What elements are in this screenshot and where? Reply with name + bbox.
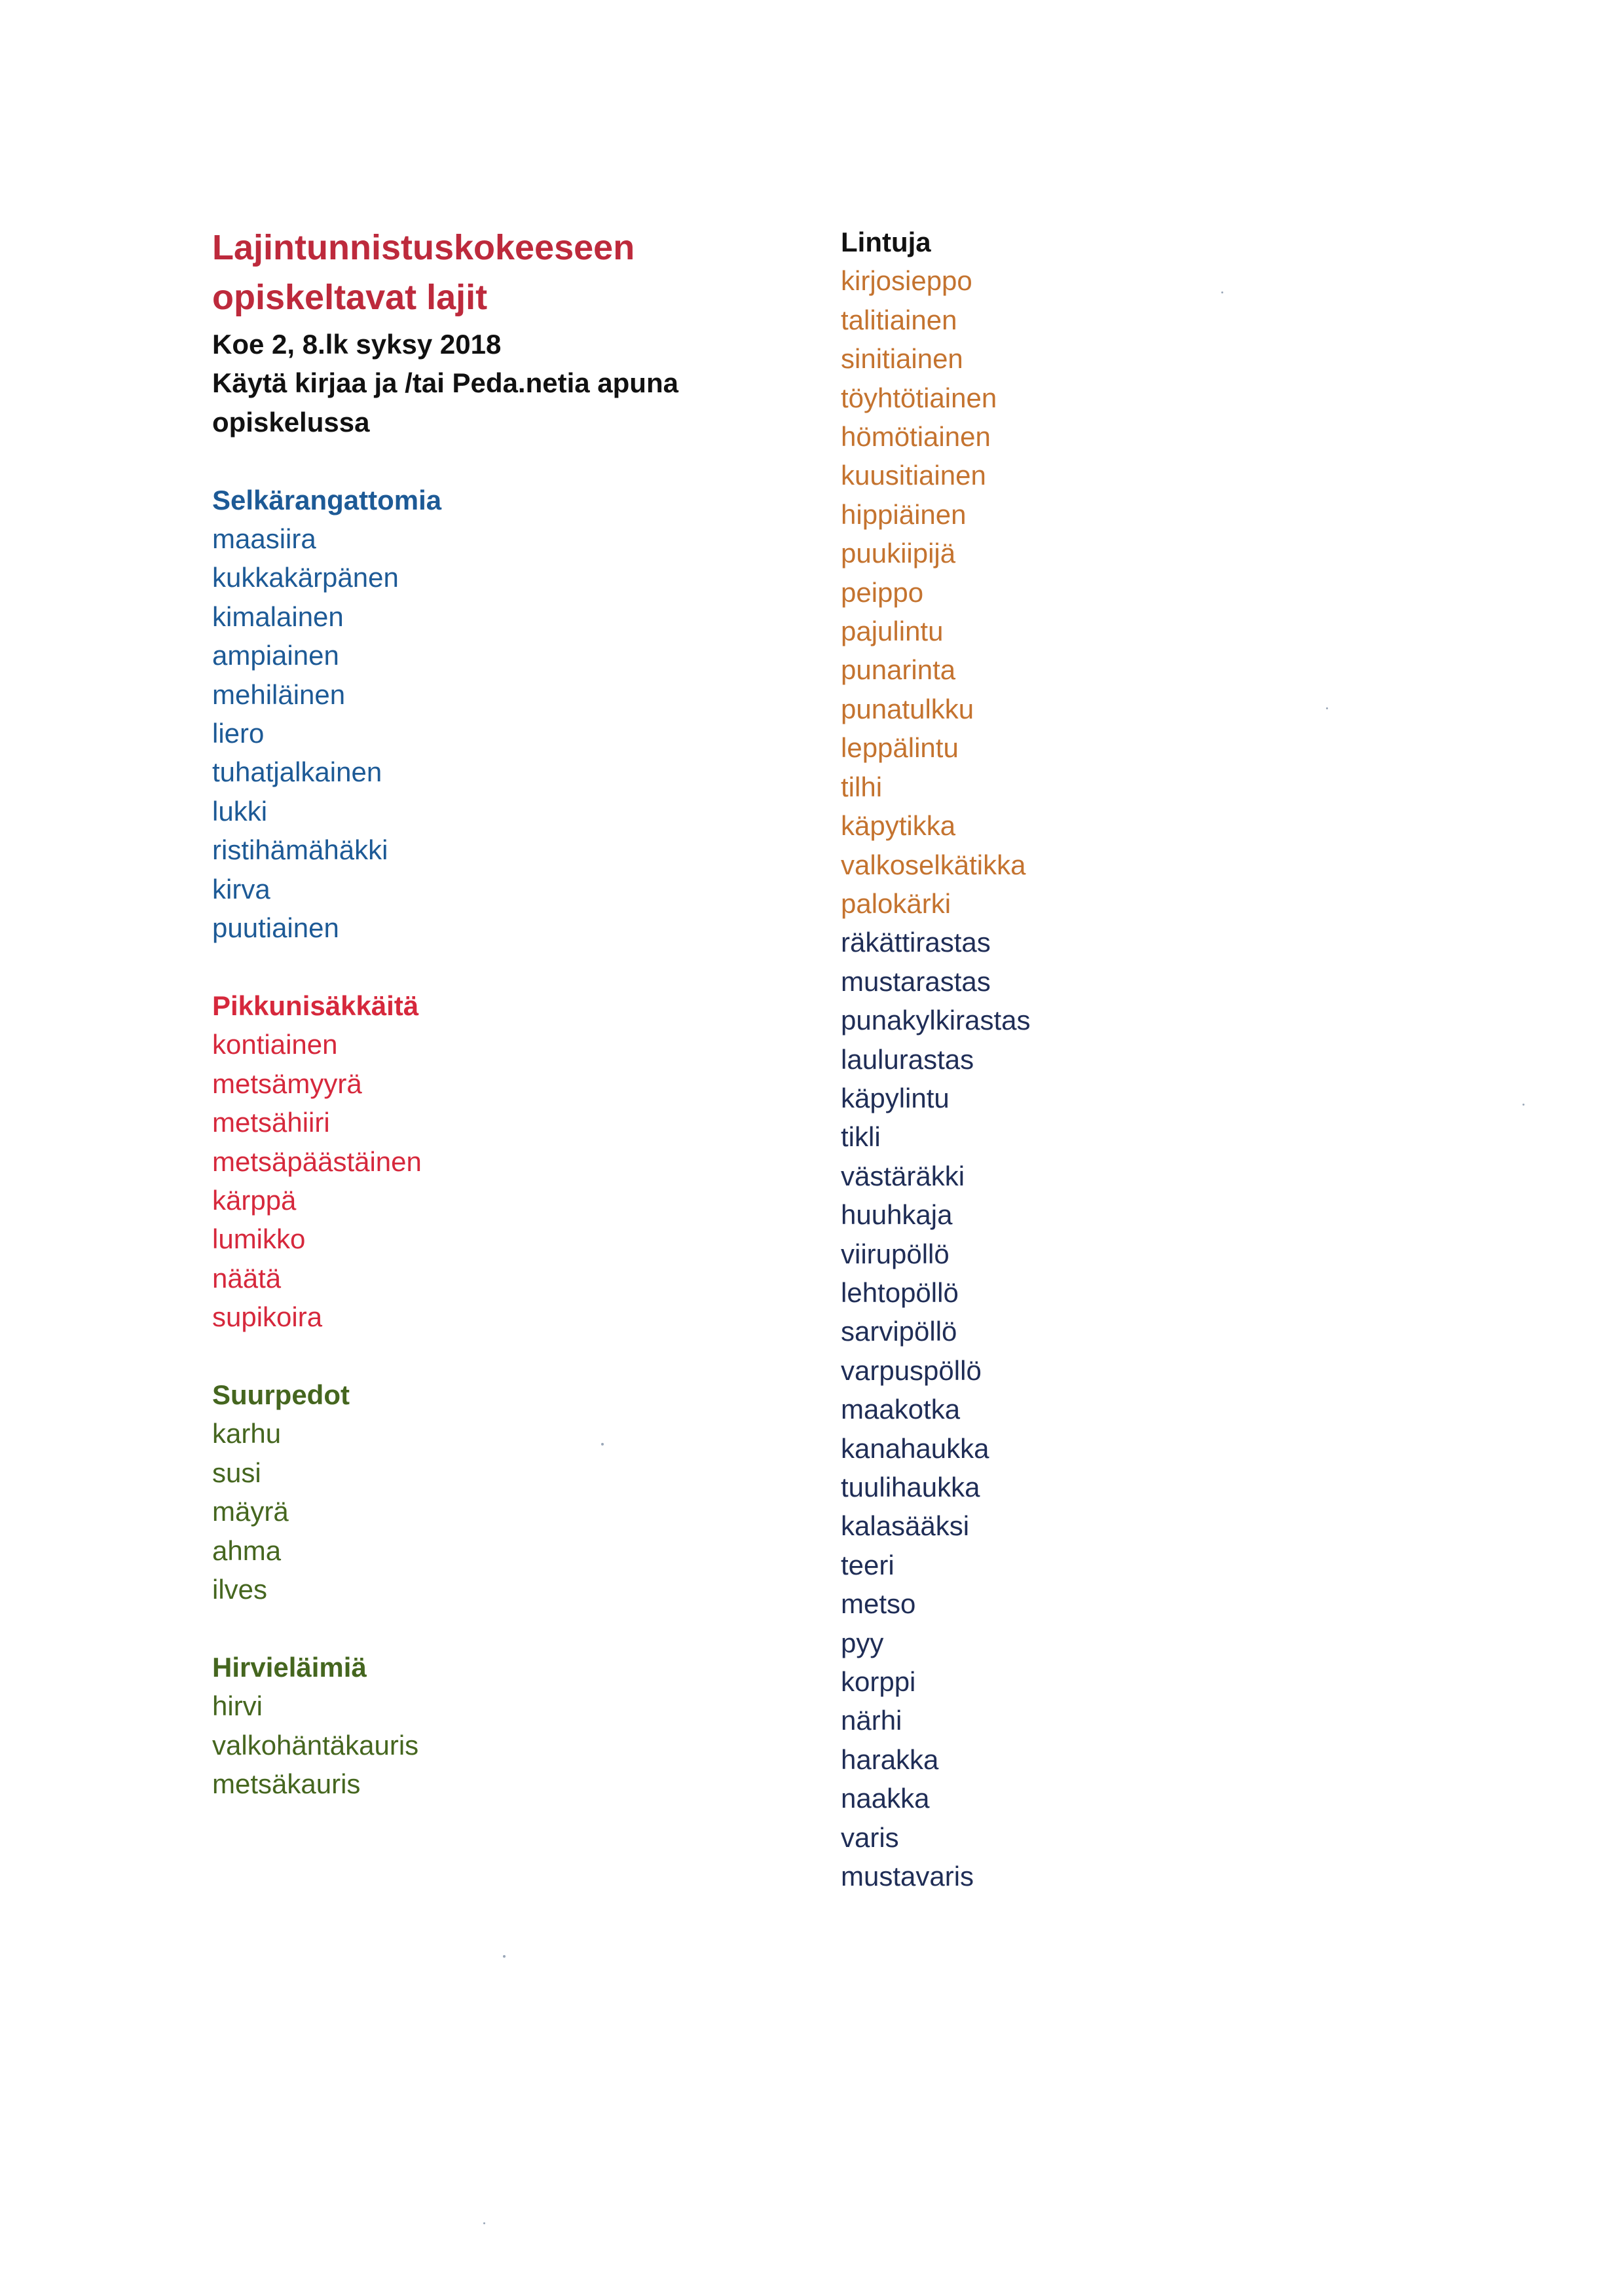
species-item: maakotka bbox=[841, 1394, 961, 1425]
species-item: hippiäinen bbox=[841, 498, 967, 530]
species-item: valkohäntäkauris bbox=[212, 1729, 419, 1761]
species-item: metsäkauris bbox=[212, 1768, 361, 1799]
species-item: västäräkki bbox=[841, 1160, 965, 1191]
species-item: ampiainen bbox=[212, 640, 339, 671]
species-item: sarvipöllö bbox=[841, 1316, 957, 1347]
section-heading-selkarangattomia: Selkärangattomia bbox=[212, 484, 442, 515]
species-item: tuulihaukka bbox=[841, 1472, 980, 1502]
species-item: harakka bbox=[841, 1744, 939, 1775]
species-item: punatulkku bbox=[841, 693, 974, 724]
species-item: kirjosieppo bbox=[841, 265, 972, 297]
species-item: kontiainen bbox=[212, 1029, 338, 1060]
section-heading-suurpedot: Suurpedot bbox=[212, 1379, 350, 1410]
species-item: mehiläinen bbox=[212, 679, 346, 710]
species-item: kalasääksi bbox=[841, 1510, 970, 1542]
scan-speck bbox=[483, 2222, 485, 2224]
subtitle-line-3: opiskelussa bbox=[212, 406, 370, 438]
species-item: liero bbox=[212, 718, 265, 749]
species-item: metso bbox=[841, 1588, 916, 1620]
species-item: punakylkirastas bbox=[841, 1005, 1031, 1036]
species-list-selkarangattomia bbox=[212, 519, 802, 947]
section-lintuja bbox=[841, 223, 1430, 1895]
species-item: puukiipijä bbox=[841, 538, 956, 569]
species-item: käpylintu bbox=[841, 1082, 950, 1113]
species-list-lintuja-group1 bbox=[841, 261, 1430, 923]
section-suurpedot bbox=[212, 1375, 802, 1609]
section-pikkunisakkaita bbox=[212, 986, 802, 1337]
scan-speck bbox=[1221, 291, 1223, 293]
section-heading-lintuja: Lintuja bbox=[841, 227, 931, 257]
species-item: maasiira bbox=[212, 523, 316, 555]
species-item: peippo bbox=[841, 576, 924, 608]
species-item: kärppä bbox=[212, 1184, 297, 1216]
species-item: supikoira bbox=[212, 1301, 323, 1333]
scan-speck bbox=[1326, 707, 1328, 709]
species-item: varpuspöllö bbox=[841, 1354, 982, 1386]
species-item: mustavaris bbox=[841, 1861, 974, 1892]
document-title bbox=[212, 223, 802, 322]
species-item: punarinta bbox=[841, 654, 956, 686]
species-item: käpytikka bbox=[841, 810, 956, 842]
species-item: metsähiiri bbox=[212, 1107, 330, 1138]
species-item: tilhi bbox=[841, 771, 883, 802]
species-item: närhi bbox=[841, 1705, 902, 1736]
species-item: kuusitiainen bbox=[841, 460, 986, 491]
right-column bbox=[841, 223, 1430, 1895]
species-item: kirva bbox=[212, 873, 270, 905]
species-item: metsäpäästäinen bbox=[212, 1146, 422, 1177]
species-item: mustarastas bbox=[841, 965, 991, 997]
species-item: talitiainen bbox=[841, 304, 957, 335]
species-item: karhu bbox=[212, 1418, 282, 1449]
species-item: laulurastas bbox=[841, 1043, 974, 1075]
species-item: leppälintu bbox=[841, 732, 959, 764]
section-heading-hirvielaimia: Hirvieläimiä bbox=[212, 1651, 367, 1683]
species-list-pikkunisakkaita bbox=[212, 1025, 802, 1336]
species-item: ahma bbox=[212, 1535, 282, 1566]
species-item: metsämyyrä bbox=[212, 1068, 362, 1099]
species-item: susi bbox=[212, 1457, 261, 1488]
section-hirvielaimia bbox=[212, 1648, 802, 1804]
species-item: lukki bbox=[212, 795, 268, 827]
species-list-lintuja-group2 bbox=[841, 923, 1430, 1895]
species-item: lumikko bbox=[212, 1223, 306, 1255]
subtitle-line-2: Käytä kirjaa ja /tai Peda.netia apuna bbox=[212, 367, 678, 399]
scan-speck bbox=[503, 1955, 506, 1958]
species-item: teeri bbox=[841, 1549, 895, 1580]
species-item: kanahaukka bbox=[841, 1432, 989, 1464]
species-list-hirvielaimia bbox=[212, 1687, 802, 1803]
species-item: korppi bbox=[841, 1666, 916, 1698]
species-item: räkättirastas bbox=[841, 927, 991, 958]
species-item: huuhkaja bbox=[841, 1199, 953, 1231]
title-line-2: opiskeltavat lajit bbox=[212, 278, 488, 317]
left-column bbox=[212, 223, 802, 1803]
species-item: kimalainen bbox=[212, 601, 344, 632]
species-list-suurpedot bbox=[212, 1414, 802, 1609]
section-selkarangattomia bbox=[212, 481, 802, 948]
species-item: lehtopöllö bbox=[841, 1277, 959, 1308]
species-item: tuhatjalkainen bbox=[212, 756, 382, 788]
species-item: töyhtötiainen bbox=[841, 382, 997, 413]
species-item: pyy bbox=[841, 1627, 884, 1658]
species-item: hömötiainen bbox=[841, 421, 991, 453]
species-item: viirupöllö bbox=[841, 1238, 950, 1269]
species-item: puutiainen bbox=[212, 912, 339, 944]
subtitle-line-1: Koe 2, 8.lk syksy 2018 bbox=[212, 329, 502, 360]
species-item: sinitiainen bbox=[841, 343, 963, 375]
species-item: tikli bbox=[841, 1121, 881, 1153]
scan-speck bbox=[1522, 1104, 1524, 1106]
species-item: kukkakärpänen bbox=[212, 562, 399, 593]
species-item: varis bbox=[841, 1821, 899, 1853]
species-item: naakka bbox=[841, 1783, 930, 1814]
species-item: ilves bbox=[212, 1573, 268, 1605]
species-item: palokärki bbox=[841, 887, 951, 919]
species-item: mäyrä bbox=[212, 1496, 289, 1527]
species-item: näätä bbox=[212, 1262, 282, 1294]
scan-speck bbox=[601, 1443, 604, 1446]
section-heading-pikkunisakkaita: Pikkunisäkkäitä bbox=[212, 990, 419, 1021]
species-item: pajulintu bbox=[841, 616, 944, 647]
species-item: hirvi bbox=[212, 1690, 263, 1722]
species-item: ristihämähäkki bbox=[212, 834, 388, 866]
title-line-1: Lajintunnistuskokeeseen bbox=[212, 228, 635, 267]
species-item: valkoselkätikka bbox=[841, 849, 1026, 880]
